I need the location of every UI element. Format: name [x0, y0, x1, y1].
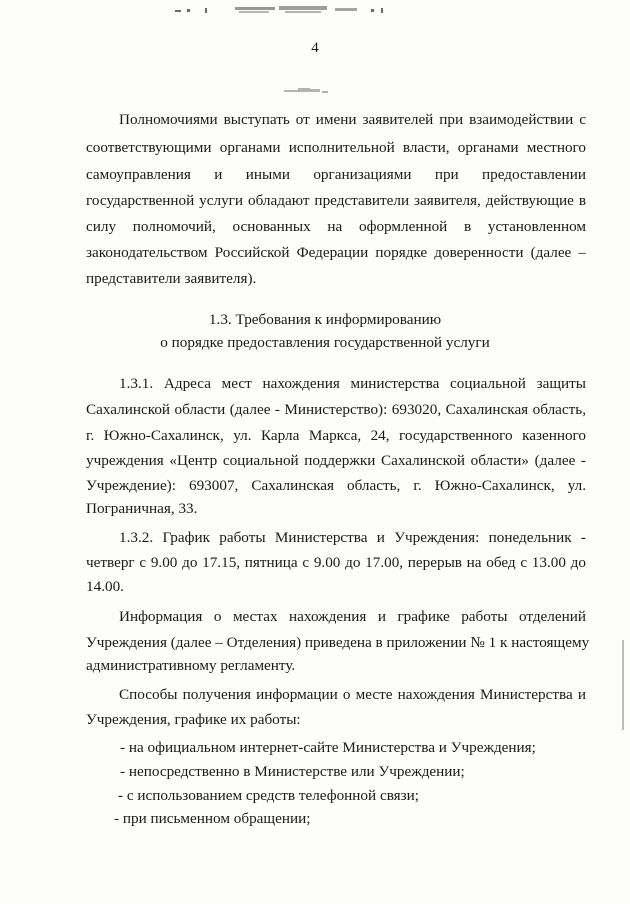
paragraph-line: четверг с 9.00 до 17.15, пятница с 9.00 до 17.00, перерыв на обед с 13.00 до [86, 554, 586, 571]
paragraph-line: г. Южно-Сахалинск, ул. Карла Маркса, 24, государственного казенного [86, 427, 586, 444]
paragraph-line: Полномочиями выступать от имени заявителей при взаимодействии с [119, 111, 586, 128]
list-item: - на официальном интернет-сайте Министерства и Учреждения; [120, 739, 536, 756]
section-heading-line-1: 1.3. Требования к информированию [208, 311, 442, 328]
paragraph-line: 1.3.1. Адреса мест нахождения министерства социальной защиты [119, 375, 586, 392]
scan-artifact-top [175, 4, 395, 18]
paragraph-line: 1.3.2. График работы Министерства и Учреждения: понедельник - [119, 529, 586, 546]
section-heading-line-2: о порядке предоставления государственной услуги [160, 334, 490, 351]
paragraph-line: учреждения «Центр социальной поддержки Сахалинской области» (далее - [86, 452, 586, 469]
paragraph-line: законодательством Российской Федерации порядке доверенности (далее – [86, 244, 586, 261]
list-item: - при письменном обращении; [114, 810, 311, 827]
paragraph-line: самоуправления и иными организациями при предоставлении [86, 166, 586, 183]
list-item: - с использованием средств телефонной связи; [118, 787, 419, 804]
paragraph-line: Сахалинской области (далее - Министерство): 693020, Сахалинская область, [86, 401, 586, 418]
paragraph-line: Способы получения информации о месте нахождения Министерства и [119, 686, 586, 703]
paragraph-line: Учреждение): 693007, Сахалинская область, г. Южно-Сахалинск, ул. [86, 477, 586, 494]
paragraph-line: Учреждения, графике их работы: [86, 711, 301, 728]
paragraph-line: представители заявителя). [86, 270, 257, 287]
scan-edge-mark [622, 640, 624, 730]
paragraph-line: силу полномочий, основанных на оформленной в установленном [86, 218, 586, 235]
page-number: 4 [311, 40, 319, 56]
scan-smudge [282, 84, 334, 98]
paragraph-line: соответствующими органами исполнительной власти, органами местного [86, 139, 586, 156]
paragraph-line: 14.00. [86, 578, 124, 595]
paragraph-line: Учреждения (далее – Отделения) приведена в приложении № 1 к настоящему [86, 634, 590, 651]
list-item: - непосредственно в Министерстве или Учреждении; [120, 763, 465, 780]
paragraph-line: государственной услуги обладают представители заявителя, действующие в [86, 192, 586, 209]
paragraph-line: Информация о местах нахождения и графике работы отделений [119, 608, 586, 625]
paragraph-line: административному регламенту. [86, 657, 296, 674]
paragraph-line: Пограничная, 33. [86, 500, 198, 517]
